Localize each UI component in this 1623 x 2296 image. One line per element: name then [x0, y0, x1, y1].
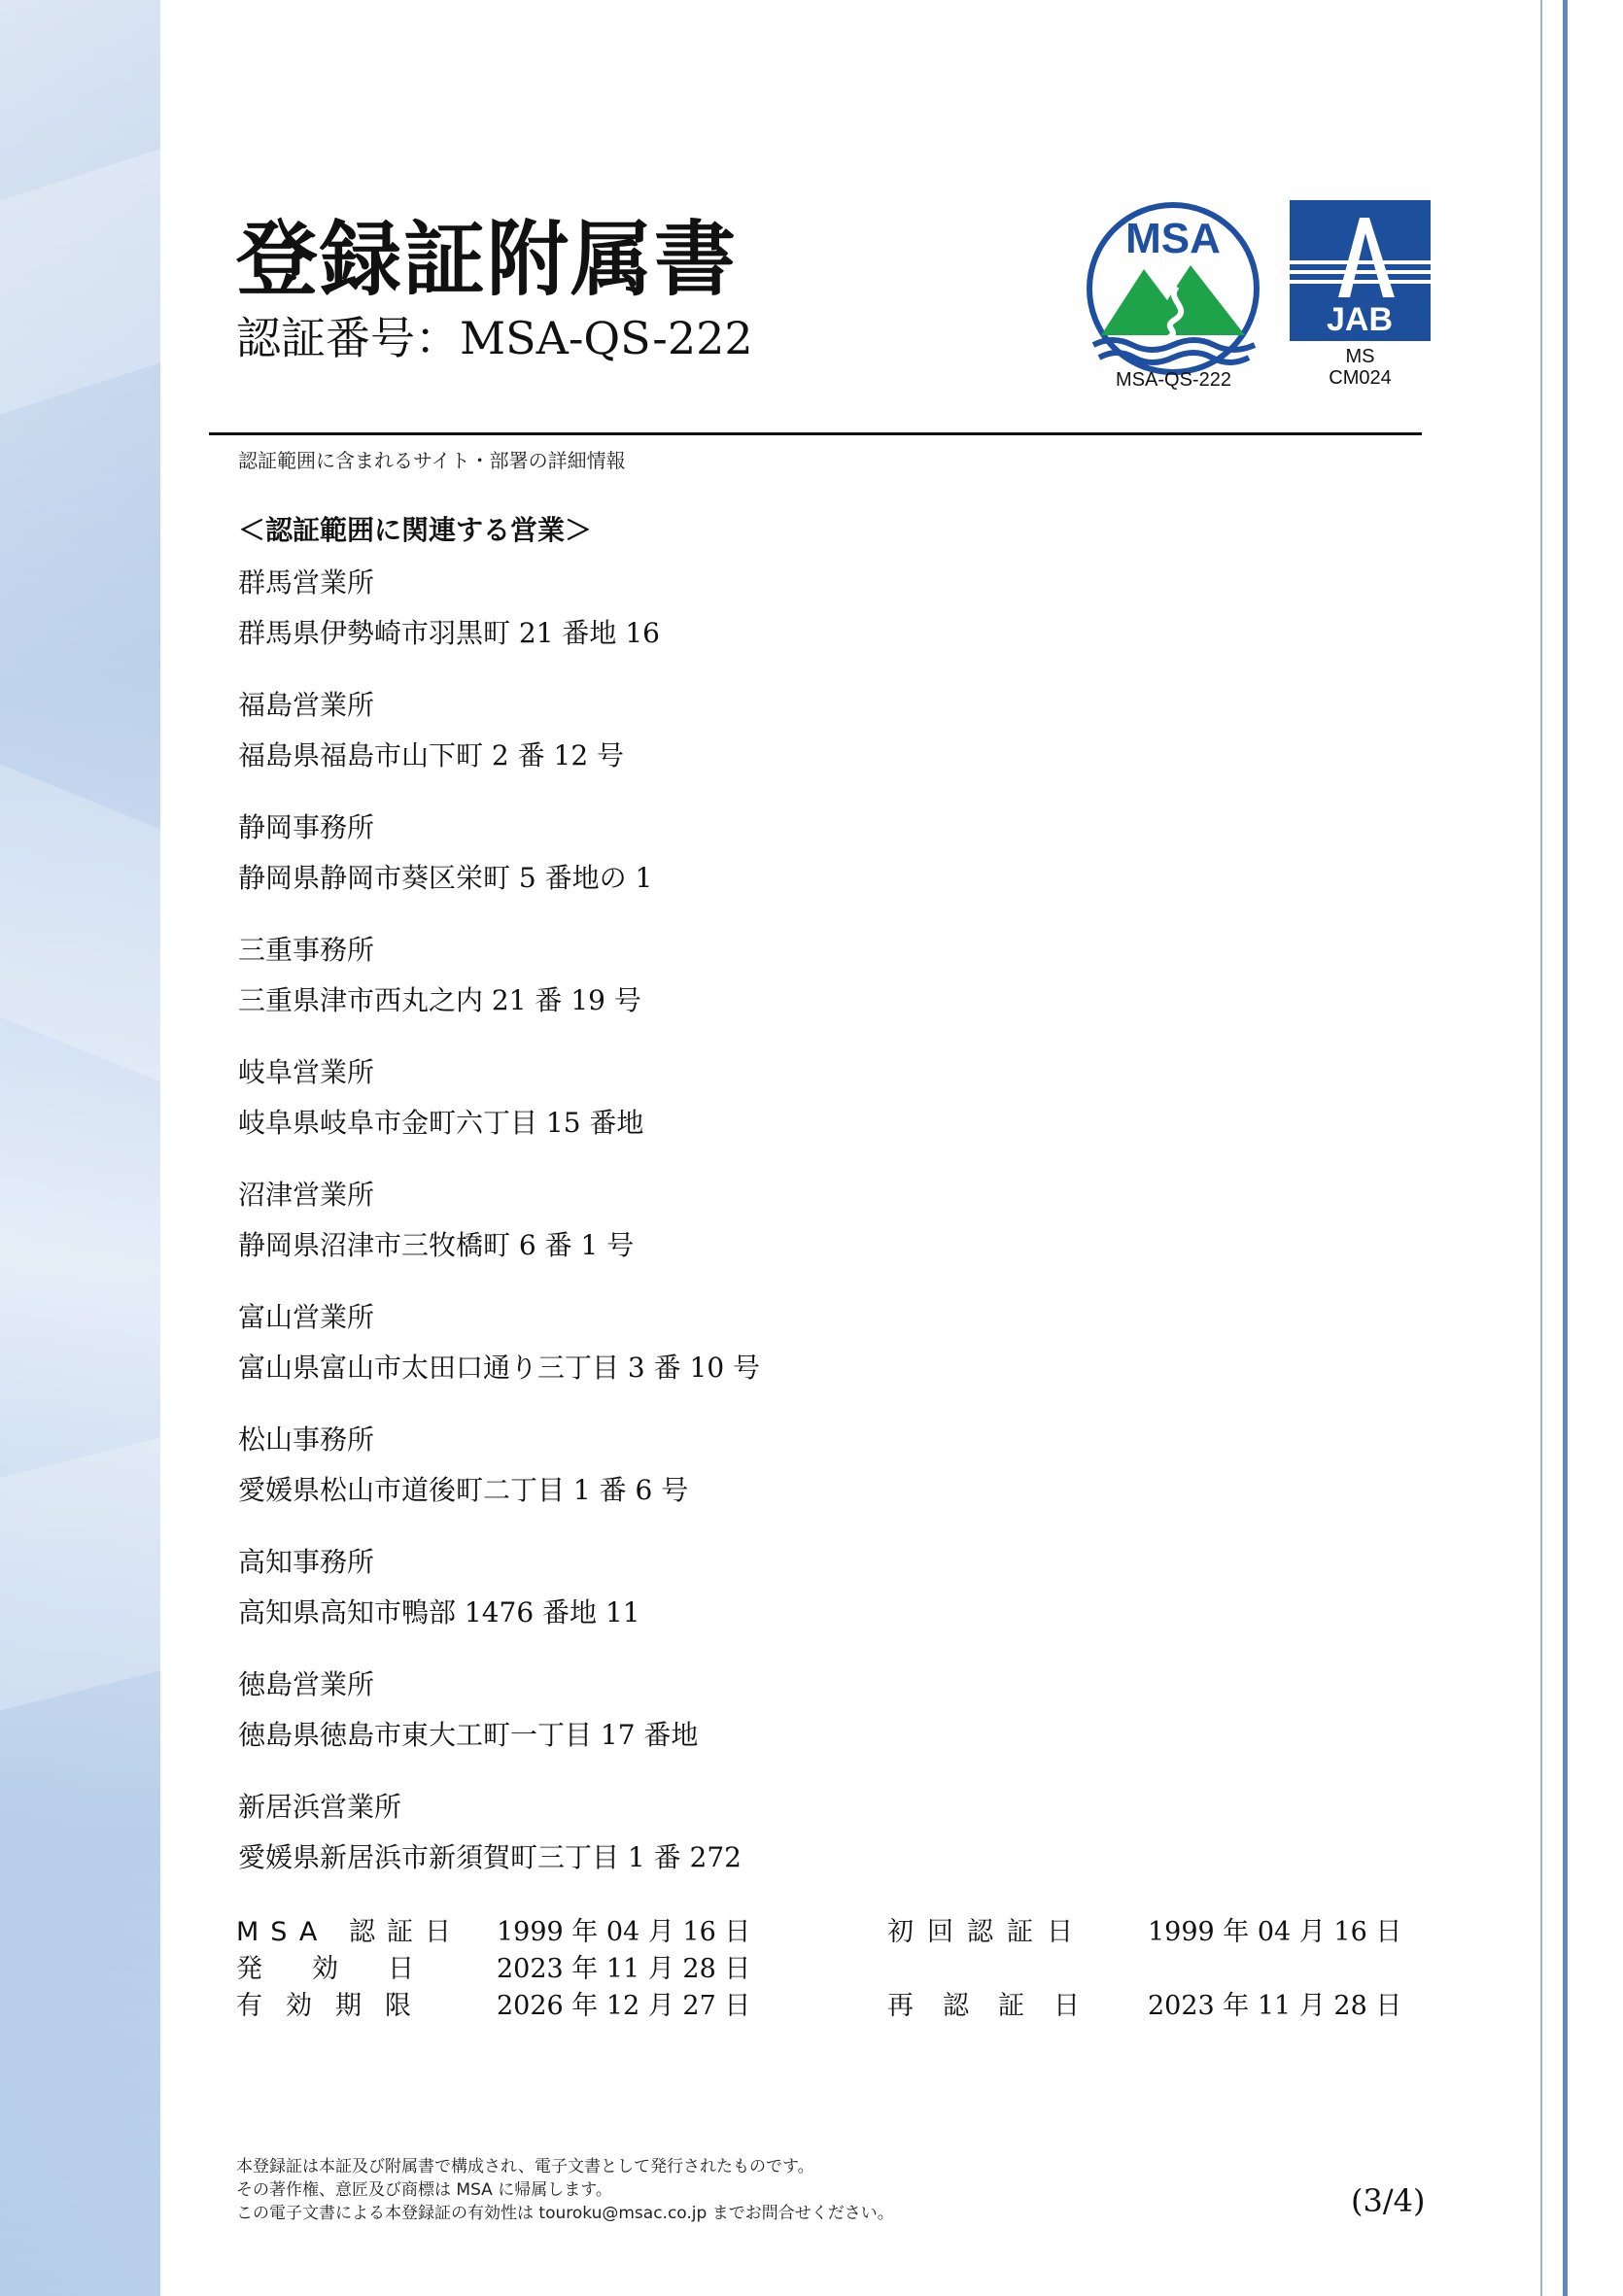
jab-accreditation-logo-icon: [1290, 200, 1431, 341]
site-address: 愛媛県新居浜市新須賀町三丁目 1 番 272: [238, 1841, 742, 1873]
band-facet: [0, 149, 160, 415]
site-address: 三重県津市西丸之内 21 番 19 号: [238, 984, 641, 1016]
site-name: 徳島営業所: [238, 1668, 375, 1700]
site-address: 静岡県沼津市三牧橋町 6 番 1 号: [238, 1229, 635, 1261]
expiry-date-label: 有効期限: [236, 1991, 434, 2021]
page-number: (3/4): [1351, 2182, 1426, 2219]
site-name: 岐阜営業所: [238, 1056, 375, 1088]
site-address: 岐阜県岐阜市金町六丁目 15 番地: [238, 1107, 644, 1139]
certification-number: [236, 303, 753, 367]
list-item: [238, 1537, 1356, 1660]
date-row: [236, 1914, 1422, 1951]
jab-logo-caption: [1290, 346, 1431, 389]
footer-line: その著作権、意匠及び商標は MSA に帰属します。: [236, 2180, 612, 2200]
decorative-side-band: [0, 0, 160, 2296]
site-address: 静岡県静岡市葵区栄町 5 番地の 1: [238, 862, 653, 894]
site-name: 福島営業所: [238, 689, 375, 721]
section-heading: ＜認証範囲に関連する営業＞: [238, 514, 593, 546]
document-title: 登録証附属書: [236, 212, 739, 307]
initial-cert-date-label: 初回認証日: [887, 1917, 1087, 1947]
scope-note: 認証範囲に含まれるサイト・部署の詳細情報: [238, 449, 626, 472]
footer-line: 本登録証は本証及び附属書で構成され、電子文書として発行されたものです。: [236, 2157, 814, 2176]
footer-line: この電子文書による本登録証の有効性は touroku@msac.co.jp までお問合せください。: [236, 2204, 894, 2223]
right-border-thick: [1563, 0, 1568, 2296]
site-name: 群馬営業所: [238, 566, 375, 599]
msa-logo-caption: MSA-QS-222: [1116, 369, 1231, 391]
list-item: [238, 558, 1356, 680]
jab-logo-text: JAB: [1326, 301, 1394, 338]
jab-caption-line: MS: [1345, 346, 1375, 367]
date-row: [236, 1951, 1422, 1988]
site-address: 福島県福島市山下町 2 番 12 号: [238, 739, 625, 771]
site-name: 松山事務所: [238, 1423, 375, 1456]
certification-dates: [236, 1914, 1422, 2025]
msa-logo-text: MSA: [1125, 215, 1221, 262]
msa-cert-date-label: MSA 認証日: [236, 1917, 463, 1947]
date-row: [236, 1988, 1422, 2025]
site-address: 富山県富山市太田口通り三丁目 3 番 10 号: [238, 1352, 761, 1384]
list-item: [238, 1782, 1356, 1904]
msa-mountain-logo-icon: [1084, 199, 1263, 394]
list-item: [238, 1047, 1356, 1170]
recert-date-value: 2023 年 11 月 28 日: [1148, 1991, 1402, 2021]
recert-date-label: 再認証日: [887, 1991, 1109, 2021]
right-border-thin: [1540, 0, 1542, 2296]
site-list: [238, 558, 1356, 1904]
list-item: [238, 925, 1356, 1047]
site-name: 三重事務所: [238, 934, 375, 966]
header-divider: [209, 432, 1422, 435]
msa-cert-date-value: 1999 年 04 月 16 日: [497, 1917, 751, 1947]
list-item: [238, 803, 1356, 925]
site-name: 富山営業所: [238, 1301, 375, 1333]
site-name: 高知事務所: [238, 1546, 375, 1578]
jab-caption-line: CM024: [1329, 367, 1392, 389]
effective-date-label: 発 効 日: [236, 1954, 426, 1984]
site-name: 静岡事務所: [238, 811, 375, 843]
band-facet: [0, 1437, 160, 1710]
expiry-date-value: 2026 年 12 月 27 日: [497, 1991, 751, 2021]
site-address: 高知県高知市鴨部 1476 番地 11: [238, 1596, 640, 1628]
initial-cert-date-value: 1999 年 04 月 16 日: [1148, 1917, 1402, 1947]
list-item: [238, 1292, 1356, 1415]
cert-number-code: MSA-QS-222: [460, 312, 753, 364]
list-item: [238, 1415, 1356, 1537]
site-address: 徳島県徳島市東大工町一丁目 17 番地: [238, 1719, 699, 1751]
cert-number-label: 認証番号：: [236, 312, 460, 364]
site-address: 群馬県伊勢崎市羽黒町 21 番地 16: [238, 617, 660, 649]
site-address: 愛媛県松山市道後町二丁目 1 番 6 号: [238, 1474, 689, 1506]
footer-notes: [236, 2155, 894, 2225]
site-name: 沼津営業所: [238, 1179, 375, 1211]
band-facet: [0, 765, 160, 1082]
list-item: [238, 680, 1356, 803]
list-item: [238, 1170, 1356, 1292]
list-item: [238, 1660, 1356, 1782]
effective-date-value: 2023 年 11 月 28 日: [497, 1954, 751, 1984]
site-name: 新居浜営業所: [238, 1791, 402, 1823]
